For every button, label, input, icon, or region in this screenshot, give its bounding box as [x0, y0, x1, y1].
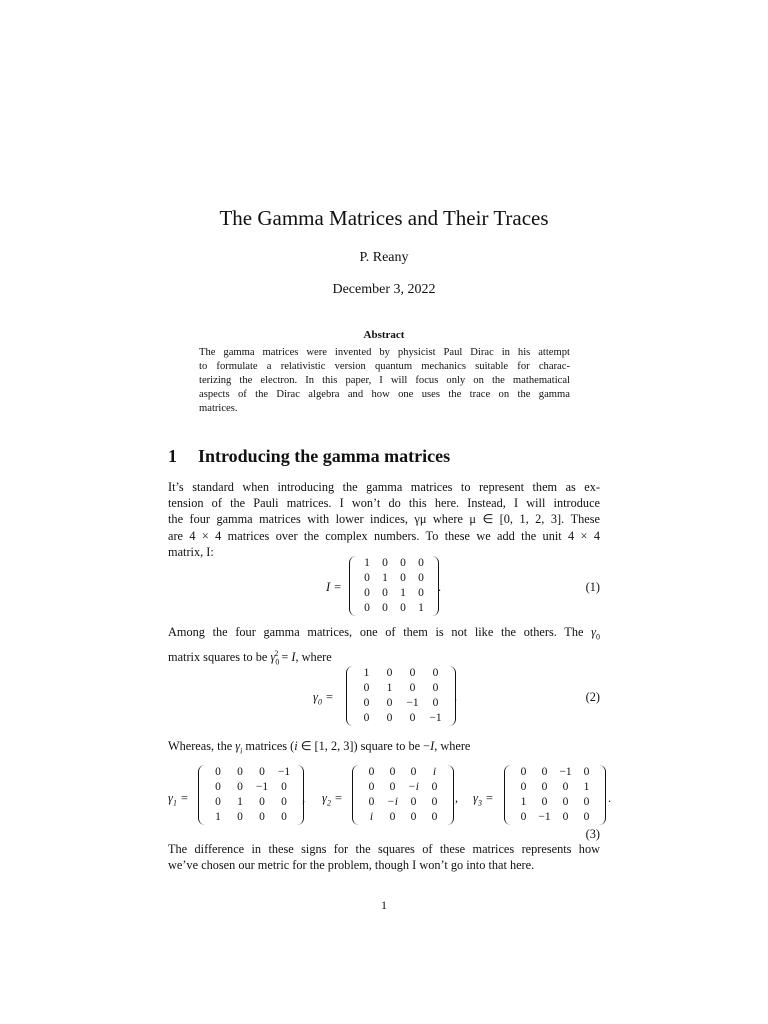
equation-number: (1) [585, 580, 600, 594]
matrix-entry: 0 [409, 712, 416, 724]
matrix-entry: 0 [363, 712, 370, 724]
eq3-gamma1-lhs: $\gamma_1$ = [168, 791, 189, 808]
left-paren [352, 765, 360, 825]
matrix-entry: 0 [368, 781, 375, 793]
matrix-entry: 0 [418, 572, 424, 584]
gamma1-matrix [198, 765, 304, 825]
eq1-period: . [438, 580, 442, 594]
date: December 3, 2022 [332, 282, 436, 297]
matrix-entry: −1 [429, 712, 442, 724]
left-paren [198, 765, 206, 825]
paragraph-line: It’s standard when introducing the gamma matrices to represent them as ex- [168, 480, 600, 494]
page-number: 1 [381, 898, 387, 912]
left-paren [346, 666, 354, 726]
equation-2 [168, 666, 600, 746]
right-paren [598, 765, 606, 825]
matrix-entry: 0 [281, 811, 287, 823]
matrix-entry: 0 [400, 557, 406, 569]
matrix-entry: 1 [418, 602, 424, 614]
matrix-grid [206, 765, 296, 825]
matrix-entry: 0 [386, 667, 393, 679]
matrix-grid [360, 765, 446, 825]
eq3-gamma2-lhs: $\gamma_2$ = [322, 791, 343, 808]
matrix-entry: 0 [541, 766, 548, 778]
matrix-entry: 0 [418, 587, 424, 599]
left-paren [504, 765, 512, 825]
author: P. Reany [359, 250, 409, 265]
matrix-entry: −1 [255, 781, 269, 793]
matrix-grid [354, 666, 448, 726]
matrix-entry: 1 [583, 781, 590, 793]
matrix-entry: −1 [406, 697, 419, 709]
paragraph-line: Among the four gamma matrices, one of them is not like the others. The $\gamma_0$ [168, 625, 600, 642]
paragraph-line: the four gamma matrices with lower indices, γμ where μ ∈ [0, 1, 2, 3]. These [168, 512, 600, 527]
matrix-entry: 0 [259, 796, 265, 808]
matrix-grid [512, 765, 598, 825]
matrix-entry: 0 [520, 811, 527, 823]
matrix-entry: 0 [541, 781, 548, 793]
equation-number: (3) [585, 827, 600, 841]
matrix-entry: 0 [237, 766, 243, 778]
paragraph-line: tension of the Pauli matrices. I won’t do this here. Instead, I will introduce [168, 496, 600, 511]
gamma2-matrix [352, 765, 454, 825]
matrix-entry: 0 [400, 572, 406, 584]
paragraph-signs [168, 841, 600, 873]
paragraph-gammai [168, 738, 600, 760]
matrix-entry: 0 [432, 667, 439, 679]
equation-3 [168, 765, 612, 845]
matrix-entry: 0 [363, 697, 370, 709]
matrix-entry: 0 [562, 781, 569, 793]
gamma3-matrix [504, 765, 606, 825]
matrix-entry: 1 [400, 587, 406, 599]
matrix-entry: 0 [520, 766, 527, 778]
matrix-entry: 0 [431, 781, 438, 793]
matrix-entry: 0 [583, 766, 590, 778]
matrix-entry: 0 [259, 766, 265, 778]
matrix-entry: 0 [432, 697, 439, 709]
eq2-lhs: $\gamma_0$ = [313, 690, 334, 707]
paragraph-line: The difference in these signs for the squares of these matrices represents how [168, 842, 600, 856]
matrix-entry: 0 [409, 682, 416, 694]
matrix-entry: 0 [432, 682, 439, 694]
abstract-text [199, 346, 570, 416]
matrix-entry: 0 [562, 796, 569, 808]
matrix-entry: 0 [368, 796, 375, 808]
matrix-entry: 0 [520, 781, 527, 793]
matrix-entry: 0 [386, 697, 393, 709]
matrix-entry: 0 [364, 572, 370, 584]
matrix-entry: 0 [541, 796, 548, 808]
matrix-entry: 1 [520, 796, 527, 808]
matrix-entry: 0 [562, 811, 569, 823]
abstract-line: matrices. [199, 403, 238, 414]
matrix-entry: 0 [259, 811, 265, 823]
paper-title: The Gamma Matrices and Their Traces [219, 206, 549, 230]
eq3-gamma3-lhs: $\gamma_3$ = [473, 791, 494, 808]
matrix-entry: 0 [583, 811, 590, 823]
matrix-entry: 0 [364, 587, 370, 599]
abstract-line: terizing the electron. In this paper, I will focus only on the mathematical [199, 375, 570, 386]
matrix-entry: 1 [215, 811, 221, 823]
paragraph-line: are 4 × 4 matrices over the complex numbers. To these we add the unit 4 × 4 [168, 528, 600, 543]
matrix-entry: 0 [215, 796, 221, 808]
matrix-entry: 0 [237, 781, 243, 793]
matrix-entry: i [369, 811, 374, 823]
gamma0-matrix [346, 666, 456, 726]
matrix-entry: −1 [559, 766, 572, 778]
paragraph-line: matrix, I: [168, 544, 214, 559]
matrix-entry: 1 [237, 796, 243, 808]
matrix-entry: 0 [389, 766, 396, 778]
matrix-entry: −1 [277, 766, 291, 778]
matrix-entry: 0 [431, 811, 438, 823]
eq3-comma: , [455, 791, 459, 805]
matrix-entry: 1 [382, 572, 388, 584]
matrix-entry: 1 [364, 557, 370, 569]
paragraph-line: matrix squares to be $\gamma_0^2 = I$, where [168, 648, 332, 667]
matrix-entry: 0 [368, 766, 375, 778]
matrix-entry: −1 [538, 811, 551, 823]
matrix-entry: 0 [409, 667, 416, 679]
section-heading [168, 446, 450, 467]
matrix-entry: 0 [400, 602, 406, 614]
eq1-lhs: I = [326, 580, 342, 594]
matrix-entry: 0 [215, 766, 221, 778]
left-paren [349, 556, 357, 616]
matrix-entry: 0 [281, 796, 287, 808]
right-paren [446, 765, 454, 825]
matrix-entry: i [432, 766, 437, 778]
eq2-period: . [454, 690, 458, 704]
matrix-entry: 0 [363, 682, 370, 694]
matrix-entry: −i [408, 781, 419, 793]
identity-matrix [349, 556, 442, 616]
matrix-entry: 0 [382, 587, 388, 599]
matrix-entry: 0 [410, 796, 417, 808]
matrix-entry: 0 [364, 602, 370, 614]
paragraph-line: Whereas, the $\gamma_i$ matrices (i ∈ [1, 2, 3]) square to be −I, where [168, 739, 471, 756]
abstract-line: to formulate a relativistic version quantum mechanics suitable for charac- [199, 361, 570, 372]
matrix-entry: 0 [583, 796, 590, 808]
matrix-entry: 0 [237, 811, 243, 823]
matrix-entry: 1 [363, 667, 370, 679]
section-title: Introducing the gamma matrices [198, 446, 451, 466]
matrix-entry: 0 [382, 602, 388, 614]
abstract-line: aspects of the Dirac algebra and how one uses the trace on the gamma [199, 389, 570, 400]
section-number: 1 [168, 446, 177, 466]
matrix-entry: 0 [410, 811, 417, 823]
abstract-line: The gamma matrices were invented by physicist Paul Dirac in his attempt [199, 347, 570, 358]
matrix-entry: 0 [386, 712, 393, 724]
matrix-entry: 0 [281, 781, 287, 793]
eq3-period: . [608, 791, 612, 805]
matrix-entry: 0 [389, 811, 396, 823]
paragraph-intro [168, 479, 600, 560]
matrix-entry: 0 [215, 781, 221, 793]
matrix-entry: 0 [410, 766, 417, 778]
matrix-grid [357, 556, 431, 616]
matrix-entry: −i [387, 796, 398, 808]
eq3-comma: , [302, 791, 306, 805]
equation-number: (2) [585, 690, 600, 704]
matrix-entry: 0 [418, 557, 424, 569]
paragraph-line: we’ve chosen our metric for the problem, though I won’t go into that here. [168, 858, 535, 873]
abstract-heading: Abstract [363, 329, 405, 341]
matrix-entry: 0 [389, 781, 396, 793]
paragraph-gamma0 [168, 624, 600, 670]
matrix-entry: 1 [386, 682, 393, 694]
matrix-entry: 0 [431, 796, 438, 808]
matrix-entry: 0 [382, 557, 388, 569]
